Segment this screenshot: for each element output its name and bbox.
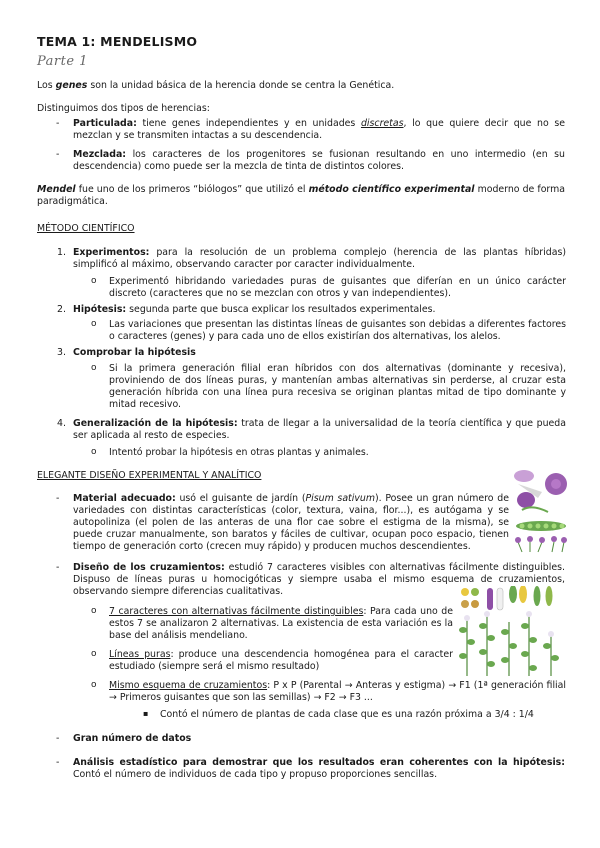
section-heading-metodo: MÉTODO CIENTÍFICO xyxy=(37,223,135,234)
particulada-term: Particulada: xyxy=(73,118,137,129)
material-text-1: usó el guisante de jardín ( xyxy=(175,493,306,504)
metodo-term: Hipótesis: xyxy=(73,304,127,315)
square-bullet: ▪ xyxy=(143,709,149,718)
pea-flower-pod-illustration xyxy=(512,466,570,558)
circle-bullet: o xyxy=(91,363,97,373)
page-subtitle: Parte 1 xyxy=(37,54,88,69)
particulada-text-2: , lo que quiere decir que no se mezclan y se transmiten intactas a su descendencia. xyxy=(73,118,565,141)
diseno-sub-esquema xyxy=(109,680,566,704)
metodo-item-hipotesis xyxy=(73,304,566,316)
page-title: TEMA 1: MENDELISMO xyxy=(37,34,198,49)
material-text-2: ). Posee un gran número de variedades con distintas características (color, textura, vaina, flor...), es autógama y se autopoliniza (el polen de las anteras de una flor cae sobre el estigma de la misma), se puede cruzar manualmente, son baratos y fáciles de cultivar, ocupan poco espacio, tienen tiempo de generación corto (crecen muy rápido) y producen muchos descendientes. xyxy=(73,493,509,552)
list-number: 1. xyxy=(57,247,66,258)
dash-bullet: - xyxy=(56,493,60,504)
mendel-name: Mendel xyxy=(37,184,76,195)
mendel-text-1: fue uno de los primeros “biólogos” que utilizó el xyxy=(75,184,309,195)
intro-paragraph xyxy=(37,80,567,92)
mendel-paragraph xyxy=(37,184,565,208)
diseno-bullet-razon: Contó el número de plantas de cada clase que es una razón próxima a 3/4 : 1/4 xyxy=(160,709,534,720)
intro-post: son la unidad básica de la herencia donde se centra la Genética. xyxy=(87,80,395,91)
sub-text: : P x P (Parental → Anteras y estigma) → F1 (1ª generación filial → Primeros guisantes que son las semillas) → F2 → F3 ... xyxy=(109,680,567,703)
seven-characters-illustration xyxy=(457,586,569,678)
material-term: Material adecuado: xyxy=(73,493,176,504)
particulada-text-1: tiene genes independientes y en unidades xyxy=(136,118,361,129)
sub-text: : Para cada uno de estos 7 se analizaron 2 alternativas. La existencia de esta variación es la base del análisis mendeliano. xyxy=(109,606,453,641)
metodo-term: Generalización de la hipótesis: xyxy=(73,418,238,429)
circle-bullet: o xyxy=(91,276,97,286)
circle-bullet: o xyxy=(91,606,97,616)
mezclada-term: Mezclada: xyxy=(73,149,127,160)
dash-bullet: - xyxy=(56,757,60,768)
circle-bullet: o xyxy=(91,649,97,659)
discretas-term: discretas xyxy=(360,118,404,129)
dash-bullet: - xyxy=(56,733,60,744)
herencia-mezclada xyxy=(73,149,565,173)
sub-heading: Mismo esquema de cruzamientos xyxy=(109,680,268,691)
intro-pre: Los xyxy=(37,80,56,91)
metodo-sub: Si la primera generación filial eran híbridos con dos alternativas (dominante y recesiva), proviniendo de dos líneas puras, y mantenían ambas alternativas sin perderse, al cruzar esta generación híbrida con una línea pura recesiva se originan plantas mitad de tipo dominante y mitad recesivo. xyxy=(109,363,566,410)
diseno-term: Diseño de los cruzamientos: xyxy=(73,562,225,573)
intro-genes-term: genes xyxy=(55,80,88,91)
metodo-term: método científico experimental xyxy=(308,184,475,195)
species-name: Pisum sativum xyxy=(305,493,375,504)
sub-heading: 7 caracteres con alternativas fácilmente distinguibles xyxy=(109,606,364,617)
mendel-text-2: moderno de forma paradigmática. xyxy=(37,184,565,207)
gran-numero-term: Gran número de datos xyxy=(73,733,192,744)
metodo-sub: Intentó probar la hipótesis en otras plantas y animales. xyxy=(109,447,369,458)
dash-bullet: - xyxy=(56,562,60,573)
dash-bullet: - xyxy=(56,118,60,129)
metodo-text: para la resolución de un problema complejo (herencia de las plantas híbridas) simplificó al máximo, observando caracter por caracter individualmente. xyxy=(73,247,566,270)
metodo-term: Comprobar la hipótesis xyxy=(73,347,196,358)
analisis-paragraph xyxy=(73,757,565,781)
dash-bullet: - xyxy=(56,149,60,160)
sub-text: : produce una descendencia homogénea para el caracter estudiado (siempre será el mismo resultado) xyxy=(109,649,453,672)
metodo-sub: Experimentó hibridando variedades puras de guisantes que diferían en un único carácter discreto (caracteres que no se mezclan con otros y van independientes). xyxy=(109,276,566,299)
analisis-term: Análisis estadístico para demostrar que los resultados eran coherentes con la hipótesis: xyxy=(73,757,565,768)
diseno-sub-lineas xyxy=(109,649,453,673)
sub-heading: Líneas puras xyxy=(109,649,171,660)
section-heading-elegante: ELEGANTE DISEÑO EXPERIMENTAL Y ANALÍTICO xyxy=(37,470,262,481)
metodo-term: Experimentos: xyxy=(73,247,150,258)
metodo-item-comprobar xyxy=(73,347,566,359)
circle-bullet: o xyxy=(91,447,97,457)
mezclada-text: los caracteres de los progenitores se fusionan resultando en uno intermedio (en su descendencia) como puede ser la mezcla de tinta de distintos colores. xyxy=(73,149,565,172)
metodo-text: trata de llegar a la universalidad de la teoría científica y que pueda ser aplicada al resto de especies. xyxy=(73,418,566,441)
metodo-sub: Las variaciones que presentan las distintas líneas de guisantes son debidas a diferentes factores o caracteres (genes) y para cada uno de ellos existirían dos alternativas, los alelos. xyxy=(109,319,566,342)
diseno-text: estudió 7 caracteres visibles con alternativas fácilmente distinguibles. Dispuso de líneas puras u homocigóticas y siempre usaba el mismo esquema de cruzamientos, observando siempre diferencias cualitativas. xyxy=(73,562,565,597)
diseno-sub-caracteres xyxy=(109,606,453,642)
list-number: 4. xyxy=(57,418,66,429)
metodo-item-generalizacion xyxy=(73,418,566,442)
metodo-text: segunda parte que busca explicar los resultados experimentales. xyxy=(126,304,436,315)
list-number: 3. xyxy=(57,347,66,358)
list-number: 2. xyxy=(57,304,66,315)
analisis-text: Contó el número de individuos de cada tipo y propuso proporciones sencillas. xyxy=(73,769,438,780)
herencia-particulada xyxy=(73,118,565,142)
gran-numero-heading xyxy=(73,733,565,745)
circle-bullet: o xyxy=(91,680,97,690)
metodo-item-experimentos xyxy=(73,247,566,271)
circle-bullet: o xyxy=(91,319,97,329)
herencias-lead: Distinguimos dos tipos de herencias: xyxy=(37,103,210,114)
material-paragraph xyxy=(73,493,509,553)
